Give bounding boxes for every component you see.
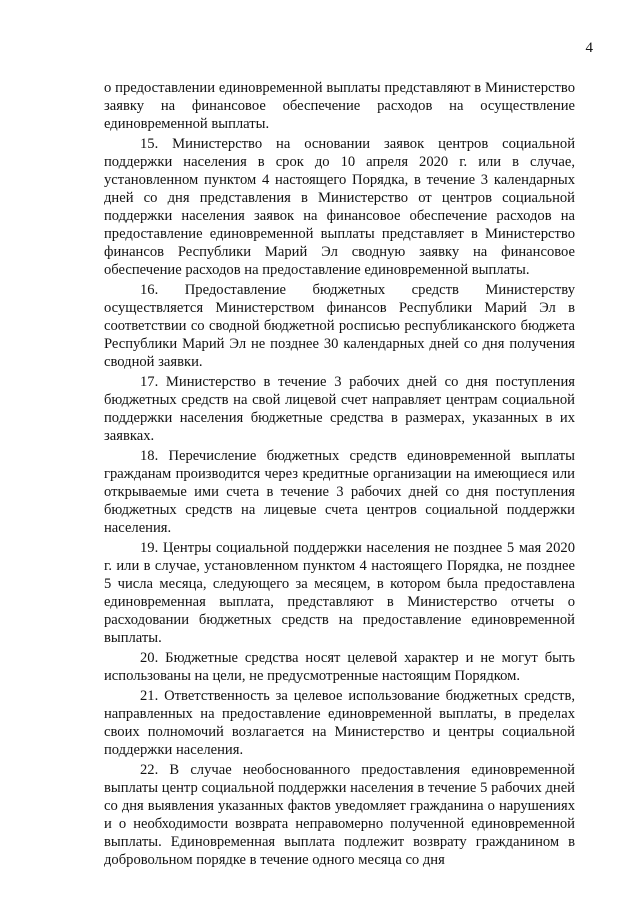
paragraph-item-22: 22. В случае необоснованного предоставления единовременной выплаты центр социальной поддержки населения в течение 5 рабочих дней со дня выявления указанных фактов уведомляет гражданина о нарушениях и о необходимости возврата неправомерно полученной единовременной выплаты. Единовременная выплата подлежит возврату гражданином в добровольном порядке в течение одного месяца со дня [104, 762, 575, 868]
page-number: 4 [585, 40, 593, 56]
paragraph-item-19: 19. Центры социальной поддержки населения не позднее 5 мая 2020 г. или в случае, установленном пунктом 4 настоящего Порядка, не позднее 5 числа месяца, следующего за месяцем, в котором была предоставлена единовременная выплата, представляют в Министерство отчеты о расходовании бюджетных средств на предоставление единовременной выплаты. [104, 540, 575, 646]
document-body [104, 79, 575, 871]
paragraph-continuation: о предоставлении единовременной выплаты представляют в Министерство заявку на финансовое обеспечение расходов на осуществление единовременной выплаты. [104, 80, 575, 132]
paragraph-item-15: 15. Министерство на основании заявок центров социальной поддержки населения в срок до 10 апреля 2020 г. или в случае, установленном пунктом 4 настоящего Порядка, в течение 3 календарных дней со дня представления в Министерство от центров социальной поддержки населения заявок на финансовое обеспечение расходов на предоставление единовременной выплаты представляет в Министерство финансов Республики Марий Эл сводную заявку на финансовое обеспечение расходов на предоставление единовременной выплаты. [104, 136, 575, 278]
paragraph-item-20: 20. Бюджетные средства носят целевой характер и не могут быть использованы на цели, не предусмотренные настоящим Порядком. [104, 650, 575, 684]
paragraph-item-18: 18. Перечисление бюджетных средств единовременной выплаты гражданам производится через кредитные организации на имеющиеся или открываемые ими счета в течение 3 рабочих дней со дня поступления бюджетных средств на лицевые счета центров социальной поддержки населения. [104, 448, 575, 536]
paragraph-item-16: 16. Предоставление бюджетных средств Министерству осуществляется Министерством финансов Республики Марий Эл в соответствии со сводной бюджетной росписью республиканского бюджета Республики Марий Эл не позднее 30 календарных дней со дня получения сводной заявки. [104, 282, 575, 370]
paragraph-item-21: 21. Ответственность за целевое использование бюджетных средств, направленных на предоставление единовременной выплаты, в пределах своих полномочий возлагается на Министерство и центры социальной поддержки населения. [104, 688, 575, 758]
paragraph-item-17: 17. Министерство в течение 3 рабочих дней со дня поступления бюджетных средств на свой лицевой счет направляет центрам социальной поддержки населения бюджетные средства в размерах, указанных в их заявках. [104, 374, 575, 444]
